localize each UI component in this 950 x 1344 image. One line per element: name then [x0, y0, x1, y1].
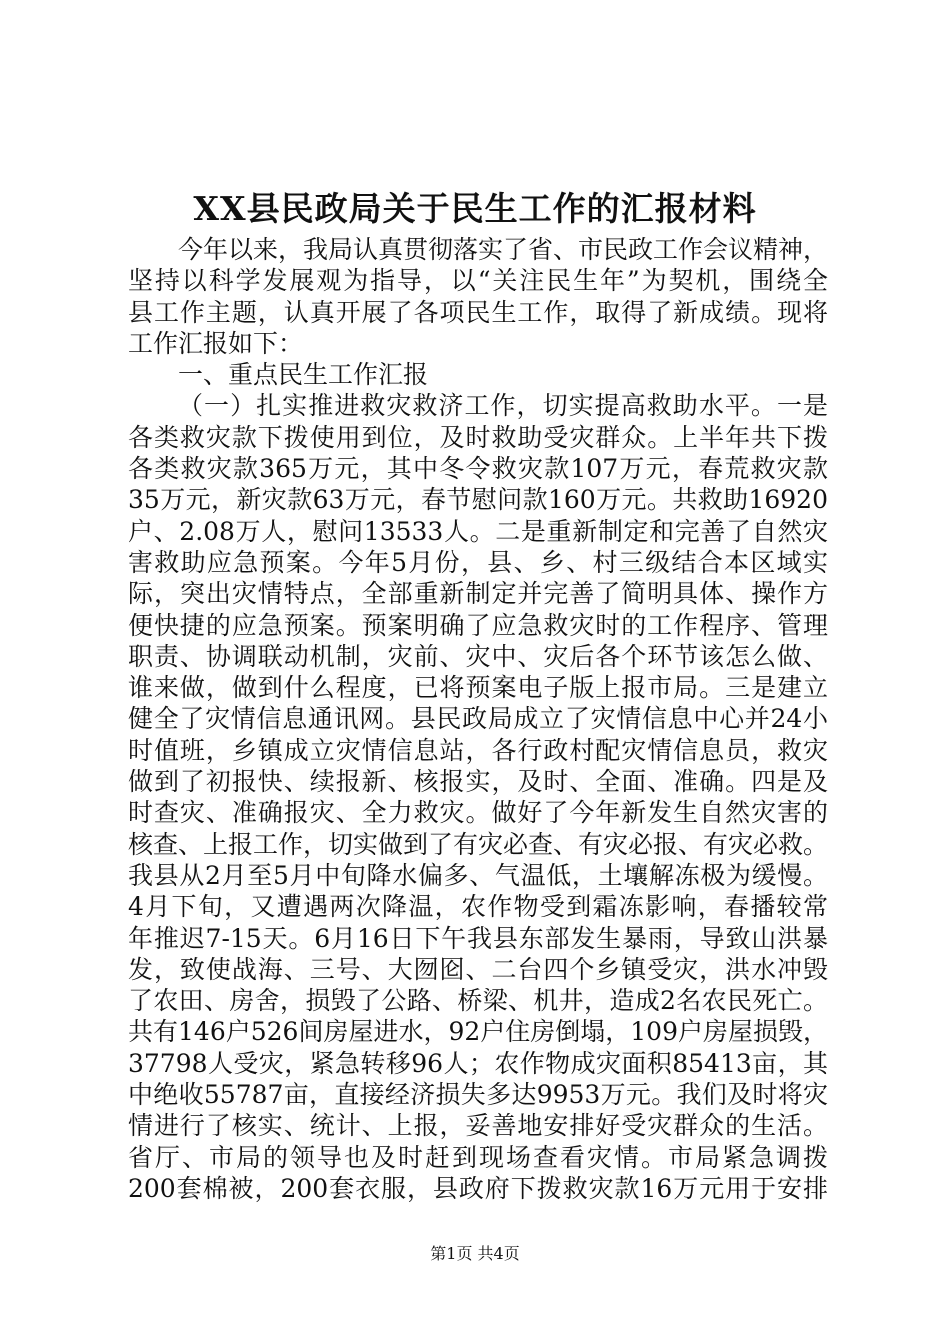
paragraph-line: 我县从2月至5月中旬降水偏多、气温低，土壤解冻极为缓慢。: [128, 860, 828, 890]
document-title: XX县民政局关于民生工作的汇报材料: [193, 189, 757, 228]
paragraph-line: 了农田、房舍，损毁了公路、桥梁、机井，造成2名农民死亡。: [128, 986, 828, 1016]
paragraph-line: 37798人受灾，紧急转移96人；农作物成灾面积85413亩，其: [128, 1048, 828, 1078]
paragraph-line: 职责、协调联动机制，灾前、灾中、灾后各个环节该怎么做、: [128, 641, 828, 671]
paragraph-line: 害救助应急预案。今年5月份，县、乡、村三级结合本区域实: [128, 547, 828, 577]
paragraph-line: 际，突出灾情特点，全部重新制定并完善了简明具体、操作方: [128, 579, 828, 609]
paragraph-line: 4月下旬，又遭遇两次降温，农作物受到霜冻影响，春播较常: [128, 892, 828, 922]
paragraph-line: 各类救灾款下拨使用到位，及时救助受灾群众。上半年共下拨: [128, 422, 828, 452]
paragraph-line: 今年以来，我局认真贯彻落实了省、市民政工作会议精神，: [178, 235, 828, 264]
paragraph-line: 年推迟7-15天。6月16日下午我县东部发生暴雨，导致山洪暴: [128, 923, 828, 953]
paragraph-line: 200套棉被，200套衣服，县政府下拨救灾款16万元用于安排: [128, 1173, 828, 1203]
paragraph-line: 工作汇报如下：: [128, 328, 304, 358]
paragraph-line: 核查、上报工作，切实做到了有灾必查、有灾必报、有灾必救。: [128, 829, 828, 859]
paragraph-line: 中绝收55787亩，直接经济损失多达9953万元。我们及时将灾: [128, 1080, 828, 1110]
paragraph-line: 坚持以科学发展观为指导，以“关注民生年”为契机，围绕全: [128, 266, 828, 296]
paragraph-line: 健全了灾情信息通讯网。县民政局成立了灾情信息中心并24小: [128, 704, 828, 734]
paragraph-line: 35万元，新灾款63万元，春节慰问款160万元。共救助16920: [128, 485, 828, 515]
paragraph-line: 时值班，乡镇成立灾情信息站，各行政村配灾情信息员，救灾: [128, 735, 828, 765]
paragraph-line: （一）扎实推进救灾救济工作，切实提高救助水平。一是: [178, 391, 828, 421]
paragraph-line: 户、2.08万人，慰问13533人。二是重新制定和完善了自然灾: [128, 516, 828, 546]
paragraph-line: 做到了初报快、续报新、核报实，及时、全面、准确。四是及: [128, 767, 828, 797]
paragraph-line: 省厅、市局的领导也及时赶到现场查看灾情。市局紧急调拨: [128, 1142, 828, 1172]
paragraph-line: 便快捷的应急预案。预案明确了应急救灾时的工作程序、管理: [128, 610, 828, 640]
paragraph-line: 时查灾、准确报灾、全力救灾。做好了今年新发生自然灾害的: [128, 798, 828, 828]
paragraph-line: 情进行了核实、统计、上报，妥善地安排好受灾群众的生活。: [128, 1111, 828, 1141]
paragraph-line: 县工作主题，认真开展了各项民生工作，取得了新成绩。现将: [128, 297, 828, 327]
document-body: [128, 234, 828, 1204]
section-heading: 一、重点民生工作汇报: [178, 360, 429, 390]
paragraph-line: 谁来做，做到什么程度，已将预案电子版上报市局。三是建立: [128, 673, 828, 703]
paragraph-line: 发，致使战海、三号、大囫囵、二台四个乡镇受灾，洪水冲毁: [128, 954, 828, 984]
paragraph-line: 各类救灾款365万元，其中冬令救灾款107万元，春荒救灾款: [128, 454, 828, 484]
page-number: 第1页 共4页: [430, 1244, 520, 1263]
paragraph-line: 共有146户526间房屋进水，92户住房倒塌，109户房屋损毁，: [128, 1017, 828, 1047]
